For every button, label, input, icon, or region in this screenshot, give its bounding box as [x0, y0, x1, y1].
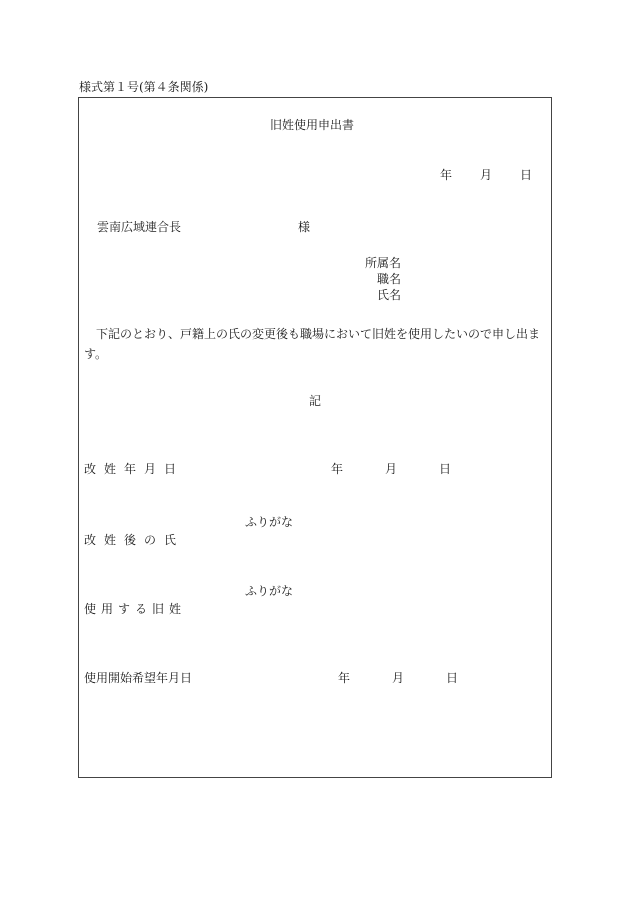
new-surname-label: 改姓後の氏	[84, 533, 185, 547]
name-change-day-label: 日	[439, 462, 452, 476]
start-year-label: 年	[338, 671, 351, 685]
applicant-block	[357, 255, 401, 303]
request-paragraph: 下記のとおり、戸籍上の氏の変更後も職場において旧姓を使用したいので申し出ます。	[84, 327, 541, 361]
ki-heading: 記	[309, 394, 322, 408]
document-title: 旧姓使用申出書	[270, 118, 355, 132]
date-year-label: 年	[440, 168, 453, 182]
request-text	[84, 324, 542, 364]
applicant-name-label: 氏名	[376, 288, 401, 302]
form-number-label: 様式第１号(第４条関係)	[79, 80, 209, 94]
name-change-year-label: 年	[331, 462, 344, 476]
old-surname-label: 使用する旧姓	[84, 602, 187, 616]
date-month-label: 月	[480, 168, 493, 182]
old-surname-furigana-label: ふりがな	[245, 584, 294, 598]
start-date-label: 使用開始希望年月日	[84, 671, 193, 685]
start-day-label: 日	[446, 671, 459, 685]
job-title-label: 職名	[376, 272, 401, 286]
affiliation-label: 所属名	[364, 256, 401, 270]
addressee-name: 雲南広域連合長	[97, 220, 182, 234]
name-change-month-label: 月	[385, 462, 398, 476]
new-surname-furigana-label: ふりがな	[245, 515, 294, 529]
start-month-label: 月	[392, 671, 405, 685]
date-day-label: 日	[520, 168, 533, 182]
addressee-honorific: 様	[298, 220, 311, 234]
name-change-date-label: 改姓年月日	[84, 462, 185, 476]
